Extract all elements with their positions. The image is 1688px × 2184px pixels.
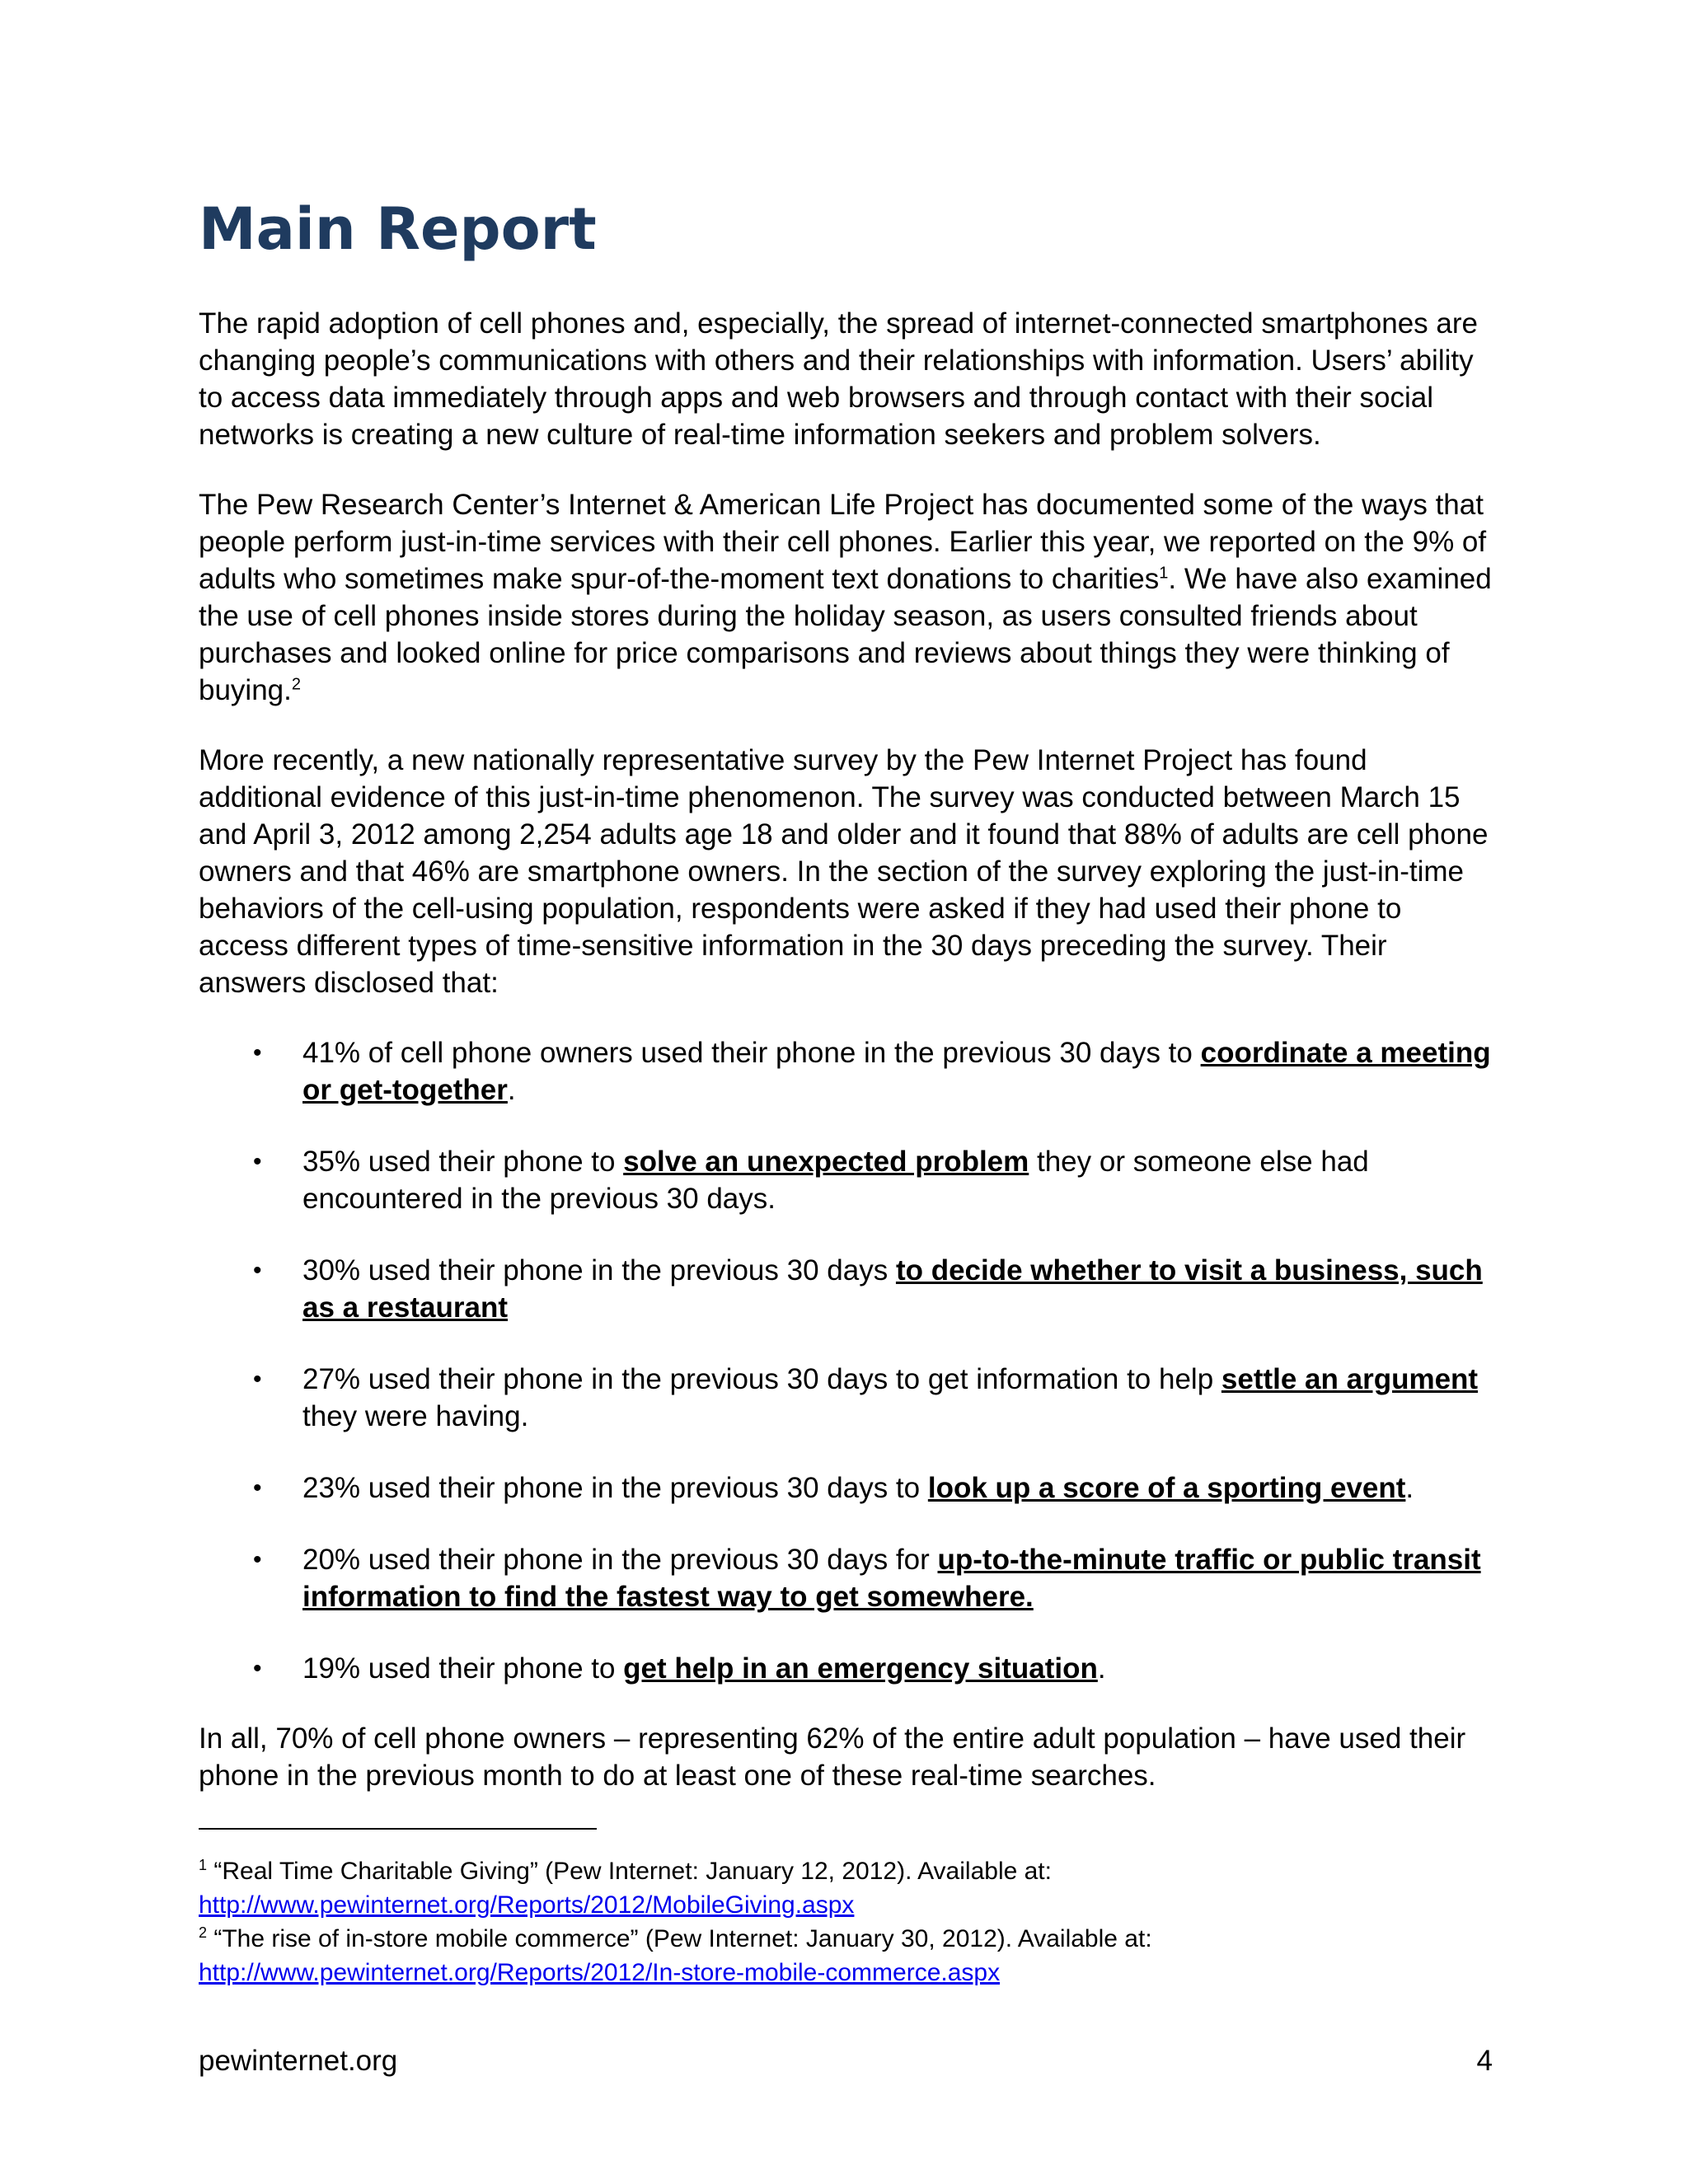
footnote-2 xyxy=(199,1922,1493,1990)
finding-text: 23% used their phone in the previous 30 days to xyxy=(302,1472,928,1504)
bullet-icon: • xyxy=(253,1257,262,1284)
bullet-icon: • xyxy=(253,1366,262,1393)
finding-text: 19% used their phone to xyxy=(302,1652,624,1685)
finding-highlight: solve an unexpected problem xyxy=(623,1146,1029,1178)
bullet-icon: • xyxy=(253,1474,262,1502)
bullet-icon: • xyxy=(253,1148,262,1175)
finding-text: 27% used their phone in the previous 30 days to get information to help xyxy=(302,1363,1221,1395)
finding-highlight: up-to-the-minute traffic or public transit information to find the fastest way to get somewhere. xyxy=(302,1544,1481,1613)
finding-text-end: . xyxy=(1097,1652,1106,1685)
finding-text-end: they were having. xyxy=(302,1400,529,1432)
footnote-number: 2 xyxy=(199,1924,208,1941)
finding-highlight: coordinate a meeting or get-together xyxy=(302,1037,1491,1106)
footnote-link[interactable]: http://www.pewinternet.org/Reports/2012/MobileGiving.aspx xyxy=(199,1891,855,1919)
finding-highlight: look up a score of a sporting event xyxy=(927,1472,1406,1504)
footnote-link[interactable]: http://www.pewinternet.org/Reports/2012/In-store-mobile-commerce.aspx xyxy=(199,1959,1001,1986)
finding-highlight: get help in an emergency situation xyxy=(623,1652,1098,1685)
finding-text-end: they or someone else had encountered in the previous 30 days. xyxy=(302,1146,1369,1215)
footnote-text: “The rise of in-store mobile commerce” (Pew Internet: January 30, 2012). Available at: xyxy=(207,1925,1152,1952)
bullet-icon: • xyxy=(253,1546,262,1573)
page-number: 4 xyxy=(1476,2045,1493,2077)
list-item xyxy=(199,1361,1493,1435)
paragraph-survey: More recently, a new nationally representative survey by the Pew Internet Project has found additional evidence of this just-in-time phenomenon. The survey was conducted between March 15 and April 3, 2012 among 2,254 adults age 18 and older and it found that 88% of adults are cell phone owners and that 46% are smartphone owners. In the section of the survey exploring the just-in-time behaviors of the cell-using population, respondents were asked if they had used their phone to access different types of time-sensitive information in the 30 days preceding the survey. Their answers disclosed that: xyxy=(199,744,1489,999)
finding-highlight: to decide whether to visit a business, such as a restaurant xyxy=(302,1254,1483,1324)
page-title: Main Report xyxy=(199,195,597,263)
list-item xyxy=(199,1034,1493,1108)
footer-site: pewinternet.org xyxy=(199,2045,398,2077)
footnote-divider xyxy=(199,1828,597,1830)
paragraph-background-text-a: The Pew Research Center’s Internet & American Life Project has documented some of the ways that people perform just-in-time services with their cell phones. Earlier this year, we reported on the 9% of adults who sometimes make spur-of-the-moment text donations to charities xyxy=(199,489,1487,595)
footnote-number: 1 xyxy=(199,1857,208,1873)
paragraph-background-text-b: . We have also examined the use of cell phones inside stores during the holiday season, as users consulted friends about purchases and looked online for price comparisons and reviews about things they were thinking of buying. xyxy=(199,563,1492,706)
footnote-text: “Real Time Charitable Giving” (Pew Internet: January 12, 2012). Available at: xyxy=(207,1858,1052,1885)
finding-text: 30% used their phone in the previous 30 days xyxy=(302,1254,896,1286)
paragraph-background xyxy=(199,486,1493,709)
bullet-icon: • xyxy=(253,1039,262,1066)
paragraph-summary: In all, 70% of cell phone owners – representing 62% of the entire adult population – have used their phone in the previous month to do at least one of these real-time searches. xyxy=(199,1722,1466,1792)
finding-highlight: settle an argument xyxy=(1221,1363,1479,1395)
finding-text: 20% used their phone in the previous 30 days for xyxy=(302,1544,938,1576)
list-item xyxy=(199,1469,1493,1507)
report-content xyxy=(199,194,1493,1827)
paragraph-intro: The rapid adoption of cell phones and, especially, the spread of internet-connected smartphones are changing people’s communications with others and their relationships with information. Users’ ability to access data immediately through apps and web browsers and through contact with their social networks is creating a new culture of real-time information seekers and problem solvers. xyxy=(199,307,1478,451)
finding-text: 35% used their phone to xyxy=(302,1146,624,1178)
footnote-ref-1[interactable]: 1 xyxy=(1159,564,1169,583)
footnotes xyxy=(199,1828,1493,1990)
finding-text-end: . xyxy=(1405,1472,1414,1504)
findings-list xyxy=(199,1034,1493,1687)
footnote-ref-2[interactable]: 2 xyxy=(291,675,301,694)
finding-text: 41% of cell phone owners used their phone in the previous 30 days to xyxy=(302,1037,1201,1069)
list-item xyxy=(199,1143,1493,1217)
list-item xyxy=(199,1541,1493,1615)
list-item xyxy=(199,1650,1493,1687)
footnote-1 xyxy=(199,1854,1493,1922)
list-item xyxy=(199,1252,1493,1326)
finding-text-end: . xyxy=(507,1074,516,1106)
bullet-icon: • xyxy=(253,1655,262,1682)
